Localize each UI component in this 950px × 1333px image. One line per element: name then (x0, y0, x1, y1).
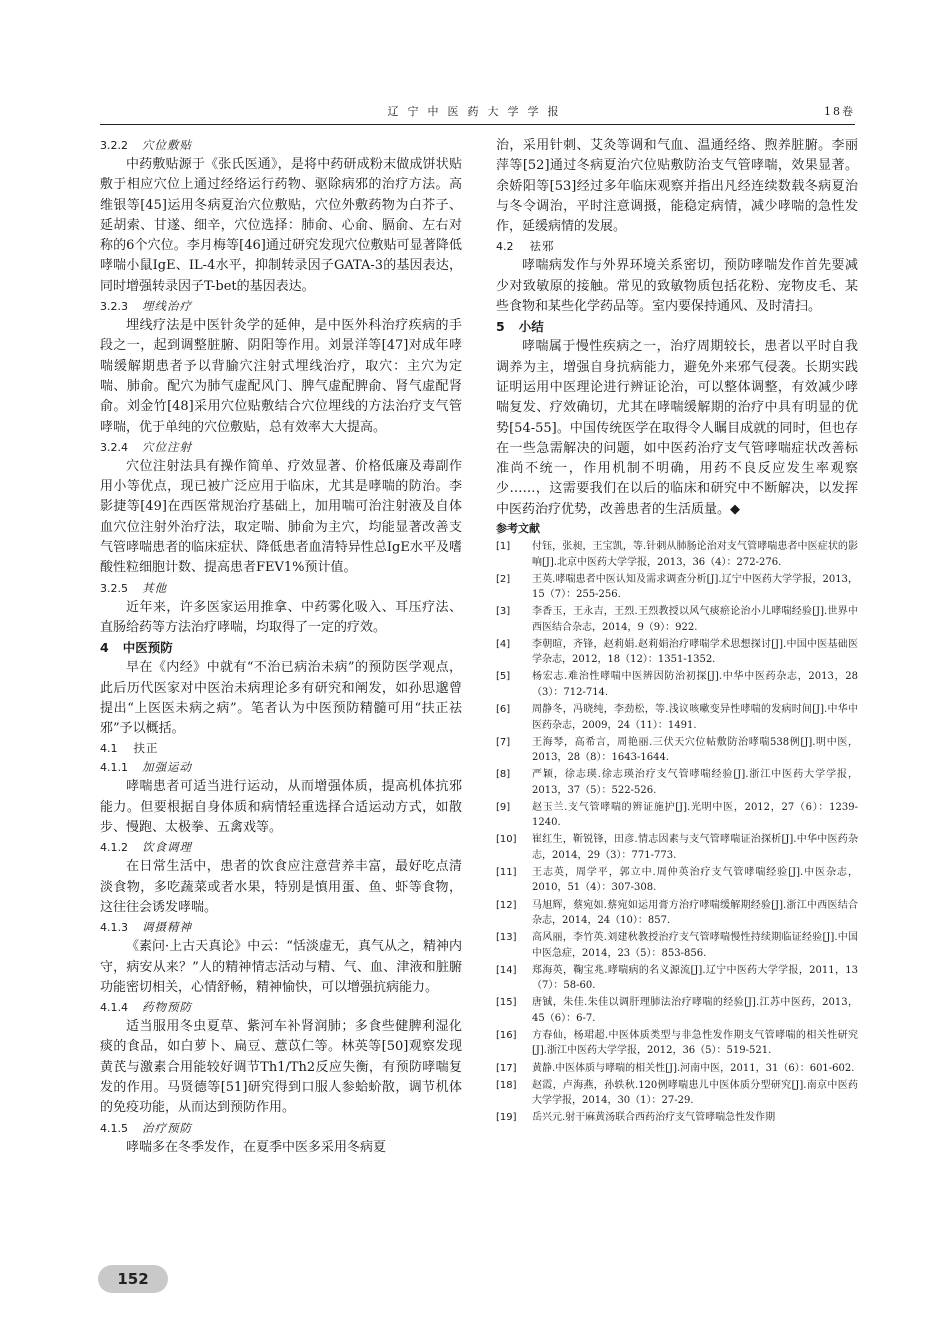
reference-item (496, 1078, 858, 1109)
section-title: 中医预防 (122, 640, 173, 656)
right-column-body (496, 136, 858, 520)
paragraph: 《素问·上古天真论》中云：“恬淡虚无，真气从之，精神内守，病安从来？”人的精神情志活动与精、气、血、津液和脏腑功能密切相关，心情舒畅，精神愉快，可以增强抗病能力。 (100, 939, 462, 995)
section-heading (100, 998, 462, 1017)
paragraph: 哮喘患者可适当进行运动，从而增强体质，提高机体抗邪能力。但要根据自身体质和病情轻重选择合适运动方式，如散步、慢跑、太极拳、五禽戏等。 (100, 779, 462, 836)
reference-item (496, 930, 858, 961)
section-title: 其他 (142, 580, 167, 595)
paragraph: 早在《内经》中就有“不治已病治未病”的预防医学观点，此后历代医家对中医治未病理论多有研究和阐发，如孙思邈曾提出“上医医未病之病”。笔者认为中医预防精髓可用“扶正祛邪”予以概括。 (100, 660, 462, 737)
section-number: 4.2 (496, 240, 514, 254)
reference-item (496, 1061, 858, 1077)
section-heading (496, 317, 858, 337)
reference-item (496, 1110, 858, 1126)
paragraph: 哮喘属于慢性疾病之一，治疗周期较长，患者以平时自我调养为主，增强自身抗病能力，避免外来邪气侵袭。长期实践证明运用中医理论进行辨证论治，可以整体调整，有效减少哮喘复发、疗效确切，尤其在哮喘缓解期的治疗中具有明显的优势[54-55]。中国传统医学在取得令人瞩目成就的同时，但也存在一些急需解决的问题，如中医药治疗支气管哮喘症状改善标准尚不统一，作用机制不明确，用药不良反应发生率观察少……，这需要我们在以后的临床和研究中不断解决，以发挥中医药治疗优势，改善患者的生活质量。◆ (496, 339, 858, 517)
reference-number: [4] (496, 638, 511, 650)
paragraph: 在日常生活中，患者的饮食应注意营养丰富，最好吃点清淡食物，多吃蔬菜或者水果，特别是慎用蛋、鱼、虾等食物，这往往会诱发哮喘。 (100, 859, 462, 915)
section-title: 穴位敷贴 (142, 138, 192, 152)
references-heading: 参考文献 (496, 522, 540, 536)
section-heading (496, 237, 858, 256)
reference-text: 王海琴，高希言，周艳丽.三伏天穴位帖敷防治哮喘538例[J].明中医，2013，28（8）：1643-1644. (532, 736, 858, 764)
reference-text: 赵霞，卢海燕，孙轶秋.120例哮喘患儿中医体质分型研究[J].南京中医药大学学报，2014，30（1）：27-29. (532, 1079, 858, 1107)
reference-number: [17] (496, 1062, 517, 1074)
section-number: 3.2.4 (100, 440, 128, 454)
section-title: 加强运动 (142, 760, 192, 775)
volume-label: 18卷 (824, 105, 855, 118)
section-heading (100, 136, 462, 155)
reference-number: [8] (496, 769, 511, 781)
section-number: 4.1.1 (100, 761, 128, 775)
reference-item (496, 800, 858, 831)
paragraph: 哮喘多在冬季发作，在夏季中医多采用冬病夏 (126, 1139, 387, 1155)
left-column (100, 136, 462, 1158)
reference-number: [14] (496, 964, 517, 976)
reference-number: [5] (496, 671, 511, 683)
section-heading (100, 918, 462, 937)
paragraph: 近年来，许多医家运用推拿、中药雾化吸入、耳压疗法、直肠给药等方法治疗哮喘，均取得了一定的疗效。 (100, 599, 462, 635)
section-heading (100, 438, 462, 457)
section-number: 4.1 (100, 742, 118, 756)
reference-item (496, 702, 858, 733)
section-heading (100, 758, 462, 777)
references-list (496, 539, 858, 1126)
reference-item (496, 572, 858, 603)
reference-item (496, 735, 858, 766)
section-number: 4 (100, 640, 109, 656)
reference-item (496, 637, 858, 668)
journal-title: 辽宁中医药大学学报 (387, 105, 568, 118)
reference-item (496, 1028, 858, 1059)
reference-item (496, 832, 858, 863)
section-title: 扶正 (133, 741, 159, 756)
reference-text: 李朝暄，齐锋，赵莉娟.赵莉娟治疗哮喘学术思想探讨[J].中国中医基础医学杂志，2012，18（12）：1351-1352. (532, 638, 858, 666)
reference-number: [13] (496, 932, 517, 944)
section-heading (100, 1119, 462, 1138)
running-header (100, 103, 855, 119)
paragraph: 穴位注射法具有操作简单、疗效显著、价格低廉及毒副作用小等优点，现已被广泛应用于临床，尤其是哮喘的防治。李影捷等[49]在西医常规治疗基础上，加用喘可治注射液及自体血穴位注射外治疗法，取定喘、肺俞为主穴，均能显著改善支气管哮喘患者的临床症状、降低患者血清特异性总IgE水平及嗜酸性粒细胞计数、提高患者FEV1%预计值。 (100, 458, 462, 576)
reference-text: 付钰，张昶，王宝凯，等.针刺从肺肠论治对支气管哮喘患者中医症状的影响[J].北京中医药大学学报，2013，36（4）：272-276. (532, 541, 858, 568)
reference-text: 郑海英，鞠宝兆.哮喘病的名义源流[J].辽宁中医药大学学报，2011，13（7）：58-60. (532, 964, 858, 992)
header-rule (100, 124, 855, 125)
section-title: 穴位注射 (142, 439, 192, 454)
reference-item (496, 995, 858, 1026)
reference-text: 方春仙，杨珺超.中医体质类型与非急性发作期支气管哮喘的相关性研究[J].浙江中医药大学学报，2012，36（5）：519-521. (532, 1029, 858, 1057)
reference-number: [6] (496, 704, 511, 716)
paragraph: 中药敷贴源于《张氏医通》，是将中药研成粉末做成饼状贴敷于相应穴位上通过经络运行药物、驱除病邪的治疗方法。高维银等[45]运用冬病夏治穴位敷贴，穴位外敷药物为白芥子、延胡索、甘遂、细辛，穴位选择：肺俞、心俞、膈俞、左右对称的6个穴位。李月梅等[46]通过研究发现穴位敷贴可显著降低哮喘小鼠IgE、IL-4水平，抑制转录因子GATA-3的基因表达，同时增强转录因子T-bet的基因表达。 (100, 157, 462, 294)
reference-item (496, 539, 858, 570)
paragraph: 适当服用冬虫夏草、紫河车补肾润肺；多食些健脾利湿化痰的食品，如白萝卜、扁豆、薏苡仁等。林英等[50]观察发现黄芪与激素合用能较好调节Th1/Th2反应失衡，有预防哮喘复发的作用。马贤德等[51]研究得到口服人参蛤蚧散，调节机体的免疫功能，从而达到预防作用。 (100, 1019, 462, 1116)
reference-text: 高风丽，李竹英.刘建秋教授治疗支气管哮喘慢性持续期临证经验[J].中国中医急症，2014，23（5）：853-856. (532, 932, 858, 959)
reference-number: [1] (496, 541, 511, 553)
section-heading (100, 739, 462, 758)
section-title: 调摄精神 (142, 920, 192, 935)
section-title: 埋线治疗 (142, 299, 192, 314)
section-title: 小结 (518, 319, 544, 335)
reference-number: [9] (496, 801, 511, 813)
reference-number: [18] (496, 1079, 517, 1091)
section-number: 3.2.3 (100, 300, 128, 314)
reference-number: [3] (496, 606, 511, 618)
reference-item (496, 604, 858, 635)
reference-text: 唐铖，朱佳.朱佳以调肝理肺法治疗哮喘的经验[J].江苏中医药，2013，45（6）：6-7. (532, 997, 858, 1024)
reference-item (496, 898, 858, 929)
paragraph: 埋线疗法是中医针灸学的延伸，是中医外科治疗疾病的手段之一，起到调整脏腑、阴阳等作用。刘景洋等[47]对成年哮喘缓解期患者予以背腧穴注射式埋线治疗，取穴：主穴为定喘、肺俞。配穴为肺气虚配风门、脾气虚配脾俞、肾气虚配肾俞。刘金竹[48]采用穴位贴敷结合穴位埋线的方法治疗支气管哮喘，优于单纯的穴位敷贴，总有效率大大提高。 (100, 318, 462, 435)
reference-text: 王英.哮喘患者中医认知及需求调查分析[J].辽宁中医药大学学报，2013，15（7）：255-256. (532, 573, 858, 601)
section-heading (100, 638, 462, 658)
reference-text: 黄静.中医体质与哮喘的相关性[J].河南中医，2011，31（6）：601-602. (532, 1062, 855, 1074)
reference-number: [7] (496, 736, 511, 748)
section-title: 饮食调理 (142, 840, 192, 855)
section-title: 药物预防 (142, 1000, 192, 1015)
reference-number: [2] (496, 573, 511, 585)
reference-number: [19] (496, 1112, 517, 1124)
reference-item (496, 865, 858, 896)
section-number: 4.1.2 (100, 841, 128, 855)
section-title: 治疗预防 (142, 1120, 192, 1135)
reference-text: 严颖，徐志瑛.徐志瑛治疗支气管哮喘经验[J].浙江中医药大学学报，2013，37（5）：522-526. (532, 769, 858, 796)
section-number: 3.2.5 (100, 581, 128, 595)
section-number: 3.2.2 (100, 139, 128, 152)
section-number: 4.1.5 (100, 1121, 128, 1135)
reference-number: [15] (496, 997, 517, 1009)
section-number: 5 (496, 319, 505, 335)
reference-text: 崔红生，靳锐锋，田彦.情志因素与支气管哮喘证治探析[J].中华中医药杂志，2014，29（3）：771-773. (532, 834, 858, 861)
reference-number: [16] (496, 1029, 517, 1041)
page-number: 152 (117, 1270, 149, 1288)
section-title: 祛邪 (529, 239, 555, 254)
section-heading (100, 297, 462, 316)
reference-text: 王志英，周学平，郭立中.周仲英治疗支气管哮喘经验[J].中医杂志，2010，51（4）：307-308. (532, 866, 858, 894)
paragraph: 哮喘病发作与外界环境关系密切，预防哮喘发作首先要减少对致敏原的接触。常见的致敏物质包括花粉、宠物皮毛、某些食物和某些化学药品等。室内要保持通风、及时清扫。 (496, 258, 858, 315)
reference-text: 马旭辉，蔡宛如.蔡宛如运用膏方治疗哮喘缓解期经验[J].浙江中西医结合杂志，2014，24（10）：857. (532, 899, 858, 927)
section-heading (100, 579, 462, 598)
reference-number: [10] (496, 834, 517, 846)
reference-item (496, 963, 858, 994)
reference-text: 杨宏志.难治性哮喘中医辨因防治初探[J].中华中医药杂志，2013，28（3）：712-714. (532, 671, 858, 698)
section-heading (100, 838, 462, 857)
section-number: 4.1.3 (100, 921, 128, 935)
reference-text: 岳兴元.射干麻黄汤联合西药治疗支气管哮喘急性发作期 (532, 1112, 776, 1124)
reference-text: 李香玉，王永吉，王烈.王烈教授以风气痰瘀论治小儿哮喘经验[J].世界中西医结合杂志，2014，9（9）：922. (532, 606, 858, 633)
paragraph: 治，采用针刺、艾灸等调和气血、温通经络、煦养脏腑。李丽萍等[52]通过冬病夏治穴位贴敷防治支气管哮喘，效果显著。余娇阳等[53]经过多年临床观察并指出凡经连续数载冬病夏治与冬令调治，平时注意调摄，能稳定病情，减少哮喘的急性发作，延缓病情的发展。 (496, 138, 858, 235)
reference-item (496, 767, 858, 798)
reference-number: [11] (496, 866, 517, 878)
page-number-badge (98, 1265, 168, 1293)
reference-text: 赵玉兰.支气管哮喘的辨证施护[J].光明中医，2012，27（6）：1239-1240. (532, 801, 858, 829)
section-number: 4.1.4 (100, 1001, 128, 1015)
reference-number: [12] (496, 899, 517, 911)
right-column (496, 136, 858, 1127)
reference-item (496, 669, 858, 700)
reference-text: 周静冬，冯晓纯，李劲松，等.浅议咳嗽变异性哮喘的发病时间[J].中华中医药杂志，2009，24（11）：1491. (532, 704, 858, 731)
